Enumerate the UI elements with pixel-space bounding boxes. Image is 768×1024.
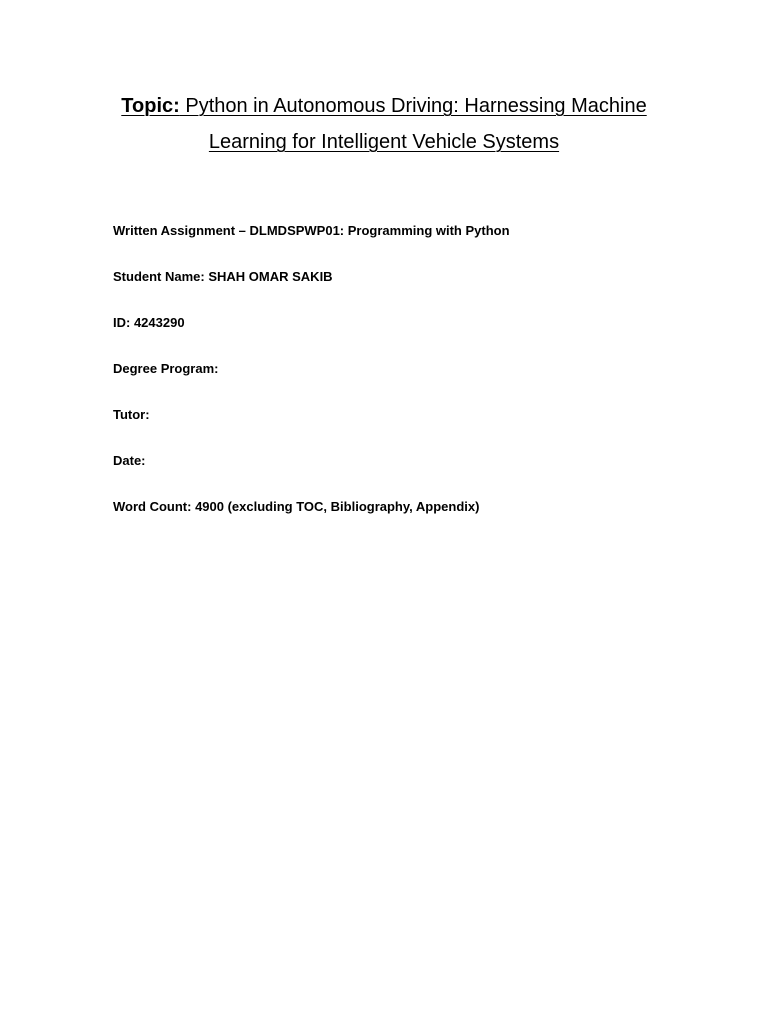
degree-program-line: Degree Program: <box>113 361 219 376</box>
page-title <box>84 88 684 160</box>
topic-text: Python in Autonomous Driving: Harnessing Machine Learning for Intelligent Vehicle Systems <box>179 95 647 153</box>
tutor-line: Tutor: <box>113 407 150 422</box>
assignment-details <box>113 222 713 544</box>
assignment-line: Written Assignment – DLMDSPWP01: Programming with Python <box>113 223 510 238</box>
date-line: Date: <box>113 453 146 468</box>
student-name-line: Student Name: SHAH OMAR SAKIB <box>113 269 333 284</box>
student-id-line: ID: 4243290 <box>113 315 185 330</box>
topic-label: Topic: <box>121 95 180 117</box>
word-count-line: Word Count: 4900 (excluding TOC, Bibliography, Appendix) <box>113 499 480 514</box>
